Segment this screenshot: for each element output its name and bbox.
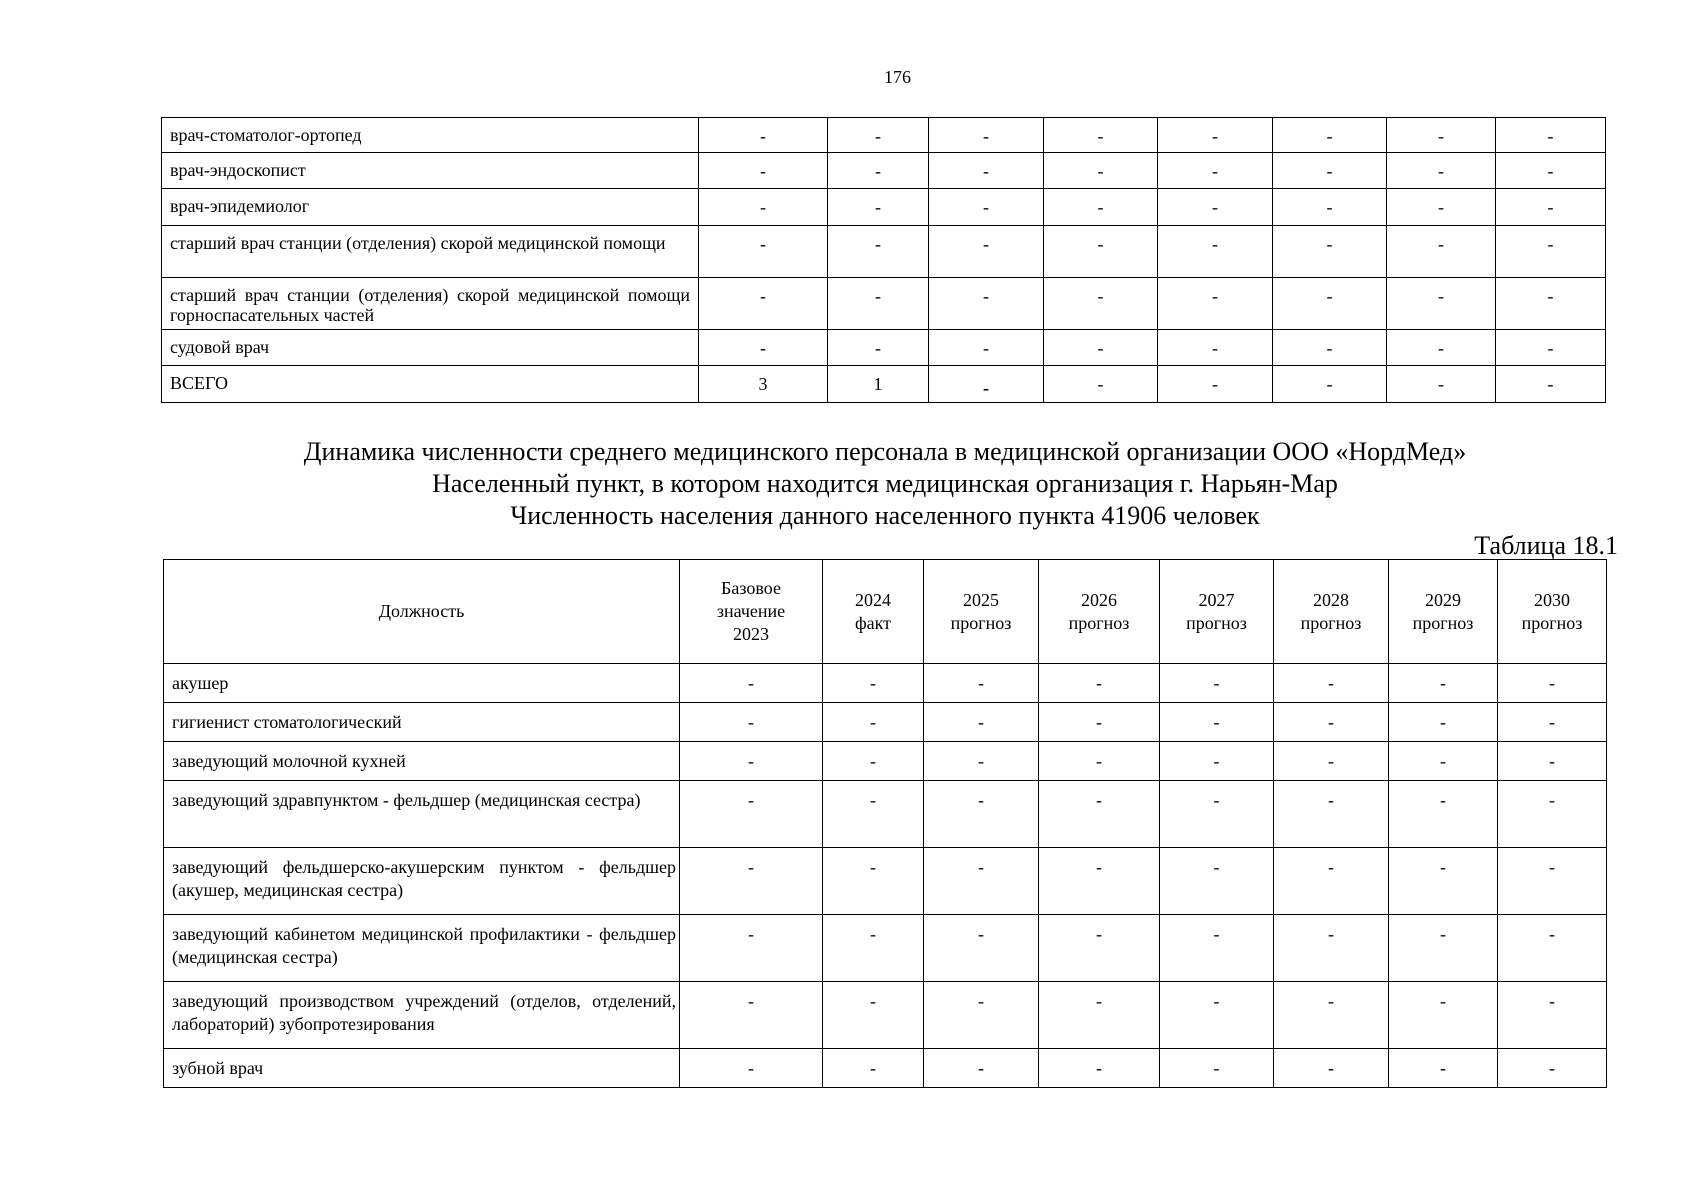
value-cell: - — [1044, 278, 1158, 330]
value-cell: - — [924, 703, 1039, 742]
value-cell: - — [823, 848, 924, 915]
value-cell: - — [1273, 278, 1387, 330]
position-cell: врач-эндоскопист — [162, 153, 699, 189]
value-cell: - — [699, 278, 828, 330]
value-cell: - — [1498, 848, 1607, 915]
value-cell: - — [1274, 742, 1389, 781]
value-cell: - — [1387, 118, 1496, 153]
value-cell: - — [828, 118, 929, 153]
table-row — [164, 664, 1607, 703]
value-cell: - — [929, 330, 1044, 366]
value-cell: - — [1044, 226, 1158, 278]
column-header-2026: 2026 прогноз — [1039, 560, 1160, 664]
position-cell: заведующий производством учреждений (отделов, отделений, лабораторий) зубопротезирования — [164, 982, 680, 1049]
value-cell: - — [1389, 703, 1498, 742]
value-cell: - — [823, 664, 924, 703]
value-cell: - — [1160, 781, 1274, 848]
value-cell: - — [1496, 153, 1606, 189]
value-cell: - — [1389, 982, 1498, 1049]
position-cell: врач-стоматолог-ортопед — [162, 118, 699, 153]
value-cell: - — [1498, 915, 1607, 982]
value-cell: - — [1496, 278, 1606, 330]
value-cell: - — [1274, 982, 1389, 1049]
value-cell: - — [1044, 366, 1158, 403]
value-cell: - — [1158, 330, 1273, 366]
value-cell: - — [1496, 330, 1606, 366]
value-cell: - — [929, 153, 1044, 189]
value-cell: - — [1158, 189, 1273, 226]
value-cell: - — [1273, 153, 1387, 189]
table-row — [164, 915, 1607, 982]
column-header-2029: 2029 прогноз — [1389, 560, 1498, 664]
position-cell: заведующий молочной кухней — [164, 742, 680, 781]
table-row — [164, 1049, 1607, 1088]
value-cell: - — [1273, 366, 1387, 403]
value-cell: - — [823, 703, 924, 742]
table-label: Таблица 18.1 — [1474, 531, 1618, 560]
value-cell: - — [1389, 915, 1498, 982]
value-cell: - — [929, 278, 1044, 330]
value-cell: - — [1498, 781, 1607, 848]
value-cell: - — [1389, 1049, 1498, 1088]
value-cell: - — [1160, 703, 1274, 742]
column-header-2024: 2024 факт — [823, 560, 924, 664]
value-cell: - — [1387, 226, 1496, 278]
table-row — [164, 742, 1607, 781]
value-cell: - — [680, 742, 823, 781]
value-cell: - — [1160, 848, 1274, 915]
value-cell: - — [823, 982, 924, 1049]
position-cell: врач-эпидемиолог — [162, 189, 699, 226]
value-cell: - — [1158, 153, 1273, 189]
value-cell: - — [1039, 703, 1160, 742]
position-cell: заведующий здравпунктом - фельдшер (медицинская сестра) — [164, 781, 680, 848]
table-row — [162, 118, 1606, 153]
table-row — [162, 330, 1606, 366]
value-cell: - — [1274, 703, 1389, 742]
column-header-2030: 2030 прогноз — [1498, 560, 1607, 664]
value-cell: - — [1160, 982, 1274, 1049]
header-row — [164, 560, 1607, 664]
title-line: Населенный пункт, в котором находится медицинская организация г. Нарьян-Мар — [432, 469, 1338, 498]
value-cell: - — [823, 1049, 924, 1088]
column-header-2027: 2027 прогноз — [1160, 560, 1274, 664]
value-cell: - — [680, 703, 823, 742]
column-header-position: Должность — [164, 560, 680, 664]
position-cell: гигиенист стоматологический — [164, 703, 680, 742]
value-cell: - — [924, 848, 1039, 915]
value-cell: - — [924, 982, 1039, 1049]
value-cell: - — [828, 330, 929, 366]
value-cell: 3 — [699, 366, 828, 403]
value-cell: - — [1274, 848, 1389, 915]
value-cell: - — [1158, 366, 1273, 403]
value-cell: - — [1498, 742, 1607, 781]
value-cell: - — [1387, 278, 1496, 330]
value-cell: 1 — [828, 366, 929, 403]
value-cell: - — [1274, 664, 1389, 703]
value-cell: - — [1389, 742, 1498, 781]
position-cell: акушер — [164, 664, 680, 703]
value-cell: - — [699, 153, 828, 189]
position-cell: заведующий кабинетом медицинской профилактики - фельдшер (медицинская сестра) — [164, 915, 680, 982]
value-cell: - — [1387, 189, 1496, 226]
value-cell: - — [1389, 848, 1498, 915]
position-cell: заведующий фельдшерско-акушерским пунктом - фельдшер (акушер, медицинская сестра) — [164, 848, 680, 915]
value-cell: - — [699, 189, 828, 226]
table-row — [162, 278, 1606, 330]
table-row — [162, 226, 1606, 278]
value-cell: - — [828, 278, 929, 330]
value-cell: - — [924, 781, 1039, 848]
value-cell: - — [828, 153, 929, 189]
column-header-base: Базовое значение 2023 — [680, 560, 823, 664]
value-cell: - — [823, 742, 924, 781]
value-cell: - — [680, 848, 823, 915]
table-row — [164, 982, 1607, 1049]
value-cell: - — [699, 118, 828, 153]
value-cell: - — [828, 189, 929, 226]
value-cell: - — [929, 226, 1044, 278]
value-cell — [929, 366, 1044, 403]
value-cell: - — [924, 1049, 1039, 1088]
value-cell: - — [828, 226, 929, 278]
value-cell: - — [1039, 742, 1160, 781]
value-cell: - — [823, 781, 924, 848]
table-row — [162, 189, 1606, 226]
total-label: ВСЕГО — [162, 366, 699, 403]
page-number: 176 — [884, 67, 911, 87]
value-cell: - — [680, 664, 823, 703]
value-cell: - — [1498, 1049, 1607, 1088]
value-cell: - — [1496, 366, 1606, 403]
value-cell: - — [1160, 1049, 1274, 1088]
value-cell: - — [1389, 781, 1498, 848]
value-cell: - — [1387, 153, 1496, 189]
value-cell: - — [1387, 366, 1496, 403]
value-cell: - — [1039, 915, 1160, 982]
staff-table-continuation — [161, 117, 1606, 403]
value-cell: - — [1273, 226, 1387, 278]
value-cell: - — [680, 982, 823, 1049]
table-row-total — [162, 366, 1606, 403]
table-row — [164, 703, 1607, 742]
position-cell: зубной врач — [164, 1049, 680, 1088]
section-title — [160, 436, 1610, 532]
value-cell: - — [823, 915, 924, 982]
value-cell: - — [929, 189, 1044, 226]
position-cell: старший врач станции (отделения) скорой медицинской помощи — [162, 226, 699, 278]
table-row — [164, 848, 1607, 915]
value-cell: - — [1274, 915, 1389, 982]
value-cell: - — [1496, 189, 1606, 226]
value-cell: - — [1274, 781, 1389, 848]
value-cell: - — [680, 781, 823, 848]
value-cell: - — [1274, 1049, 1389, 1088]
value-cell: - — [1044, 153, 1158, 189]
value-cell: - — [1039, 781, 1160, 848]
value-cell: - — [1158, 278, 1273, 330]
value-cell: - — [1039, 664, 1160, 703]
value-cell: - — [1498, 982, 1607, 1049]
value-cell: - — [1273, 118, 1387, 153]
value-cell: - — [1044, 330, 1158, 366]
nursing-staff-table — [163, 559, 1607, 1088]
value-cell: - — [680, 1049, 823, 1088]
value-cell: - — [1273, 189, 1387, 226]
position-cell: судовой врач — [162, 330, 699, 366]
value-cell: - — [924, 742, 1039, 781]
value-cell: - — [1498, 664, 1607, 703]
table-row — [164, 781, 1607, 848]
title-line: Численность населения данного населенного пункта 41906 человек — [510, 501, 1260, 530]
value-cell: - — [1496, 226, 1606, 278]
value-cell: - — [1273, 330, 1387, 366]
title-line: Динамика численности среднего медицинского персонала в медицинской организации ООО «НордМед» — [303, 437, 1467, 466]
value-cell: - — [1387, 330, 1496, 366]
value-cell: - — [1389, 664, 1498, 703]
value-cell: - — [1044, 189, 1158, 226]
value-cell: - — [1160, 664, 1274, 703]
value-cell: - — [924, 664, 1039, 703]
value-cell: - — [1498, 703, 1607, 742]
value-cell: - — [1160, 742, 1274, 781]
value-cell: - — [699, 330, 828, 366]
value-cell: - — [699, 226, 828, 278]
value-cell: - — [1158, 118, 1273, 153]
value-cell: - — [1039, 982, 1160, 1049]
value-cell: - — [1158, 226, 1273, 278]
value-cell: - — [924, 915, 1039, 982]
column-header-2025: 2025 прогноз — [924, 560, 1039, 664]
value-dash: - — [983, 378, 989, 398]
value-cell: - — [1496, 118, 1606, 153]
value-cell: - — [1039, 848, 1160, 915]
value-cell: - — [680, 915, 823, 982]
column-header-2028: 2028 прогноз — [1274, 560, 1389, 664]
value-cell: - — [1044, 118, 1158, 153]
value-cell: - — [1160, 915, 1274, 982]
table-row — [162, 153, 1606, 189]
value-cell: - — [1039, 1049, 1160, 1088]
position-cell: старший врач станции (отделения) скорой медицинской помощи горноспасательных частей — [162, 278, 699, 330]
value-cell: - — [929, 118, 1044, 153]
